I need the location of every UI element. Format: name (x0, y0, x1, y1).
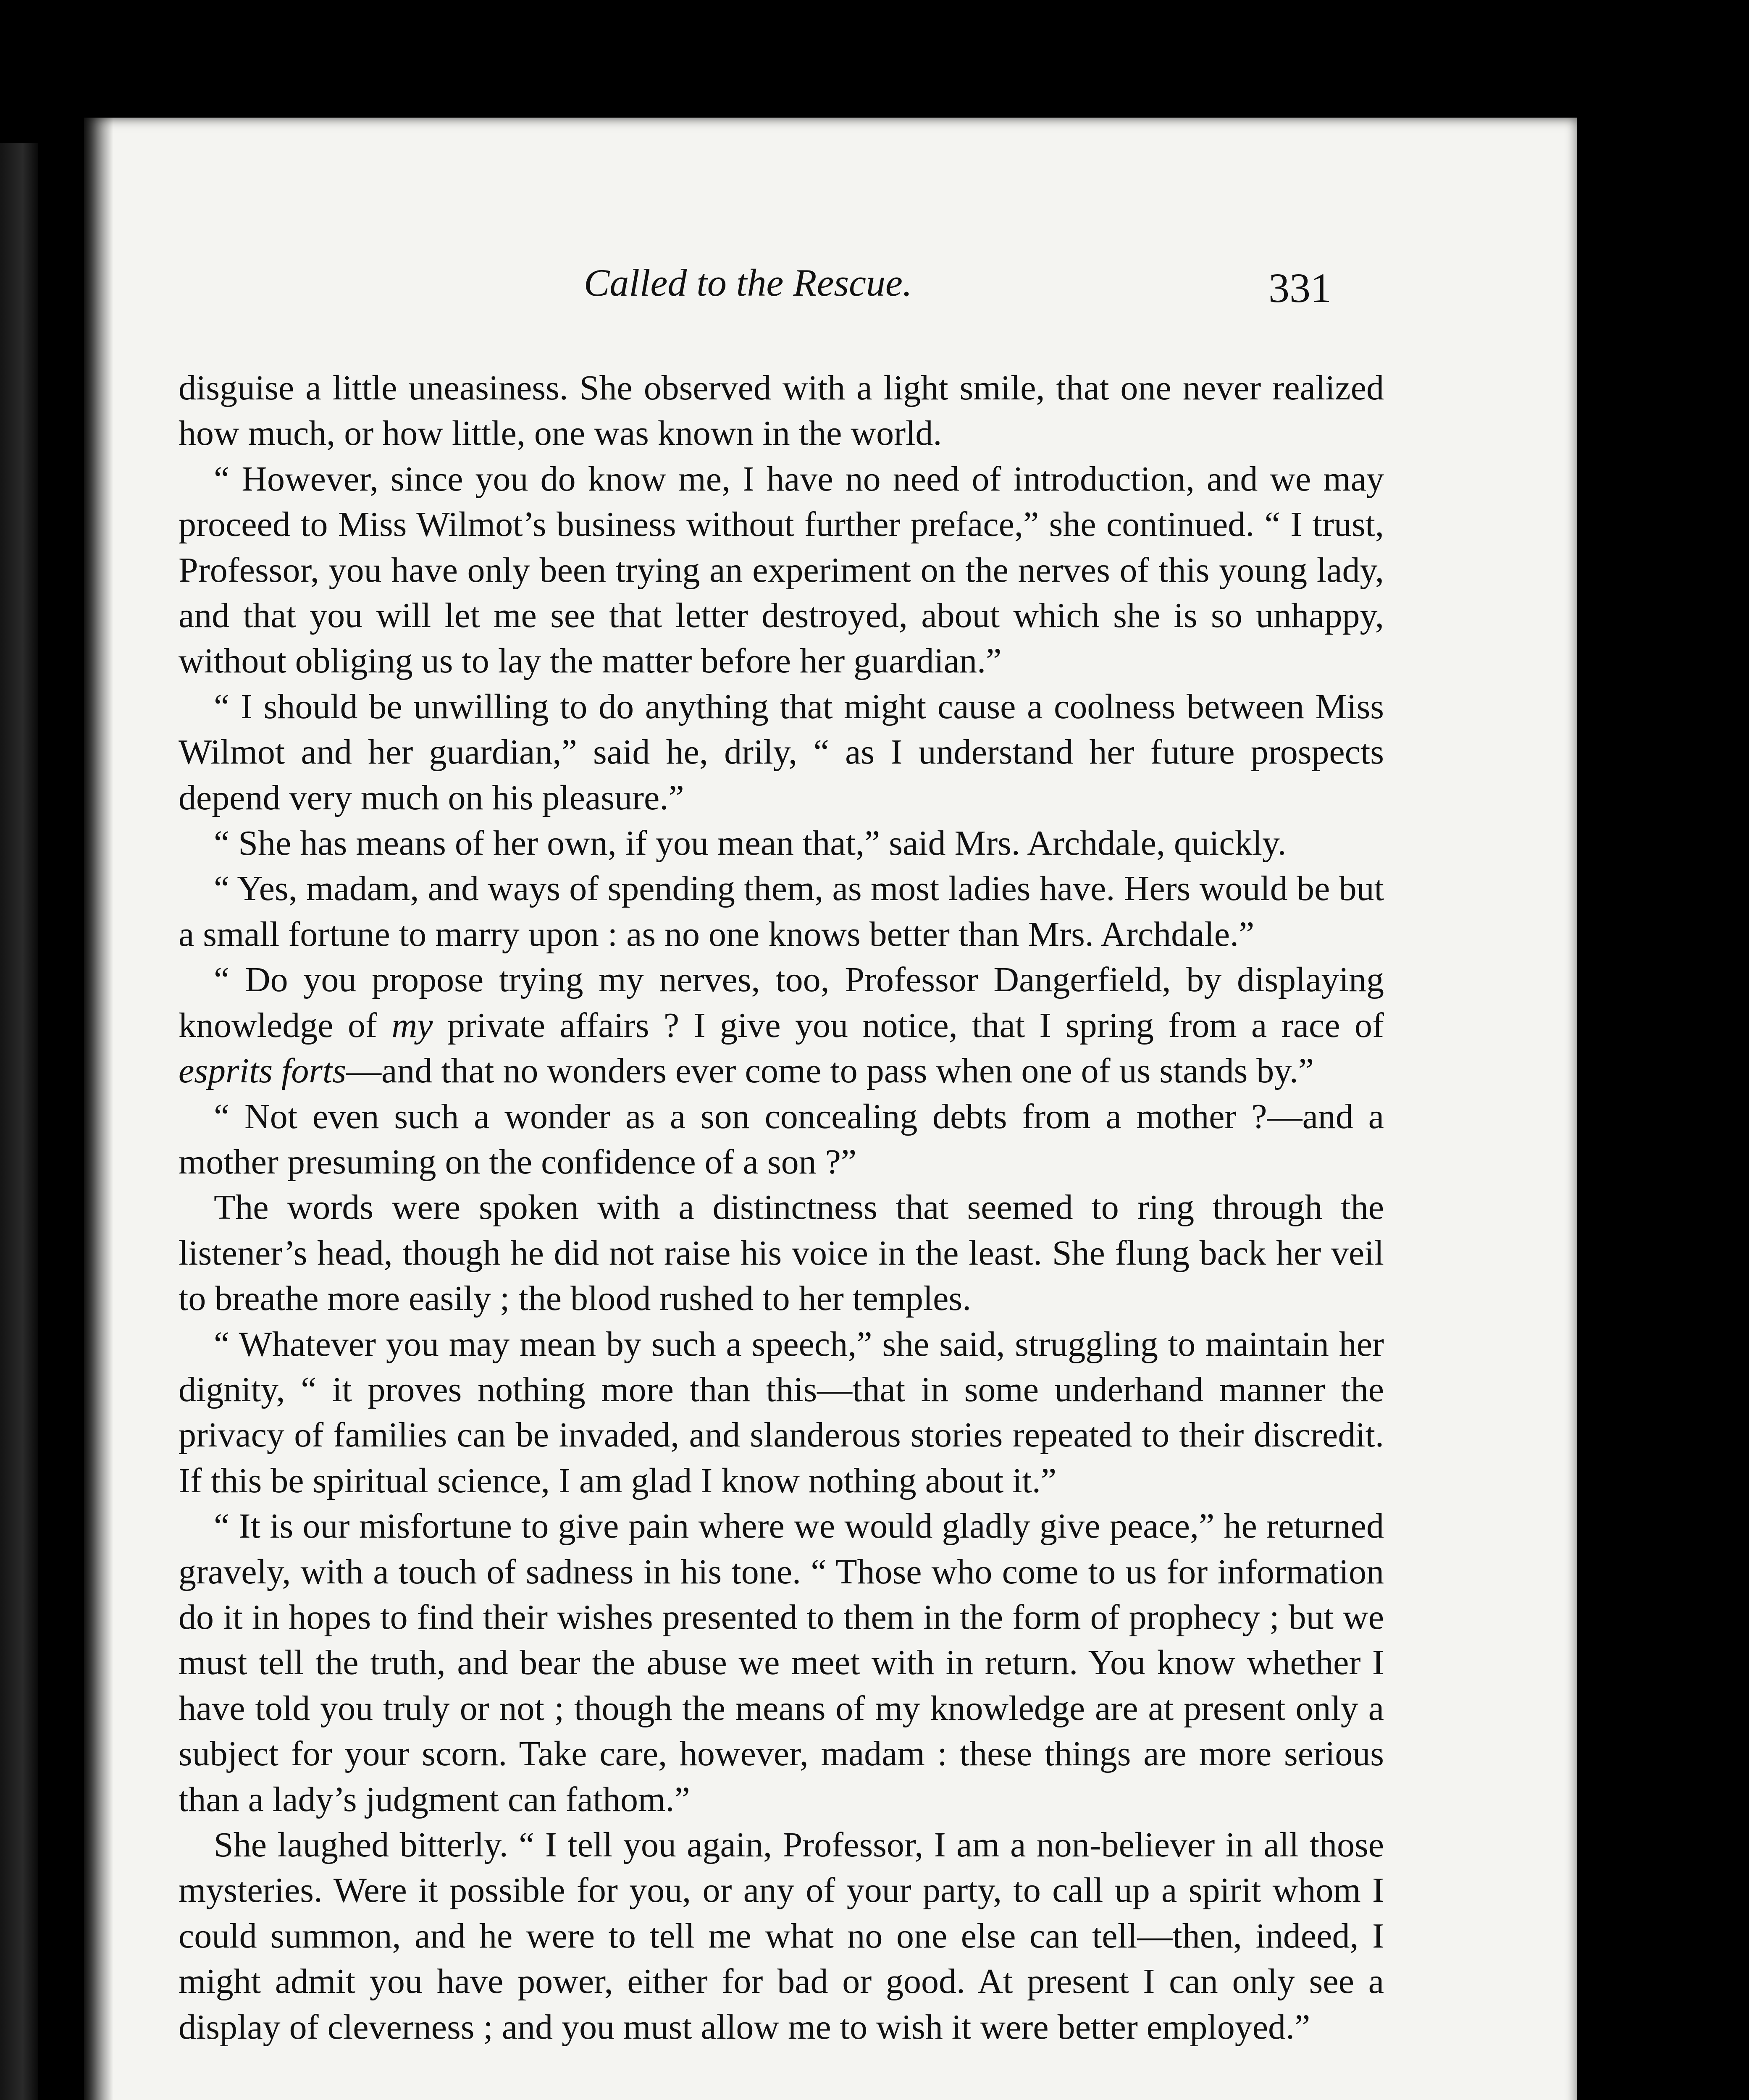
page-number: 331 (1268, 265, 1331, 311)
facing-page-edge (0, 143, 38, 2100)
paragraph (179, 957, 1384, 1094)
paragraph: The words were spoken with a distinctness that seemed to ring through the listener’s head, though he did not raise his voice in the least. She flung back her veil to breathe more easily ; the blood rushed to her temples. (179, 1188, 1384, 1318)
running-title: Called to the Rescue. (584, 261, 912, 304)
paragraph: She laughed bitterly. “ I tell you again, Professor, I am a non-believer in all those mysteries. Were it possible for you, or any of your party, to call up a spirit whom I could summon, and he were to tell me what no one else can tell—then, indeed, I might admit you have power, either for bad or good. At present I can only see a display of cleverness ; and you must allow me to wish it were better employed.” (179, 1825, 1384, 2047)
paragraph: “ Whatever you may mean by such a speech,” she said, struggling to maintain her dignity, “ it proves nothing more than this—that in some underhand manner the privacy of families can be invaded, and slanderous stories repeated to their discredit. If this be spiritual science, I am glad I know nothing about it.” (179, 1324, 1384, 1500)
page-header (84, 260, 1577, 323)
italic-text: esprits forts (179, 1051, 347, 1091)
paragraph: “ Yes, madam, and ways of spending them, as most ladies have. Hers would be but a small fortune to marry upon : as no one knows better than Mrs. Archdale.” (179, 869, 1384, 954)
paragraph: disguise a little uneasiness. She observed with a light smile, that one never realized how much, or how little, one was known in the world. (179, 368, 1384, 453)
text-run: private affairs ? I give you notice, that I spring from a race of (433, 1005, 1384, 1045)
italic-text: my (391, 1005, 433, 1045)
body-text (179, 365, 1384, 2050)
paragraph: “ She has means of her own, if you mean that,” said Mrs. Archdale, quickly. (214, 824, 1287, 863)
text-run: “ Do you propose trying my nerves, too, Professor Dangerfield, by displaying knowledge of (179, 960, 1384, 1045)
spine-shadow (84, 118, 113, 2100)
paragraph: “ It is our misfortune to give pain where we would gladly give peace,” he returned gravely, with a touch of sadness in his tone. “ Those who come to us for information do it in hopes to find their wishes presented to them in the form of prophecy ; but we must tell the truth, and bear the abuse we meet with in return. You know whether I have told you truly or not ; though the means of my knowledge are at present only a subject for your scorn. Take care, however, madam : these things are more serious than a lady’s judgment can fathom.” (179, 1507, 1384, 1819)
text-run: —and that no wonders ever come to pass when one of us stands by.” (346, 1051, 1314, 1091)
paragraph: “ However, since you do know me, I have no need of introduction, and we may proceed to Miss Wilmot’s business without further preface,” she continued. “ I trust, Professor, you have only been trying an experiment on the nerves of this young lady, and that you will let me see that letter destroyed, about which she is so unhappy, without obliging us to lay the matter before her guardian.” (179, 459, 1384, 681)
book-page (84, 118, 1577, 2100)
paragraph: “ Not even such a wonder as a son concealing debts from a mother ?—and a mother presuming on the confidence of a son ?” (179, 1097, 1384, 1181)
paragraph: “ I should be unwilling to do anything that might cause a coolness between Miss Wilmot and her guardian,” said he, drily, “ as I understand her future prospects depend very much on his pleasure.” (179, 687, 1384, 817)
